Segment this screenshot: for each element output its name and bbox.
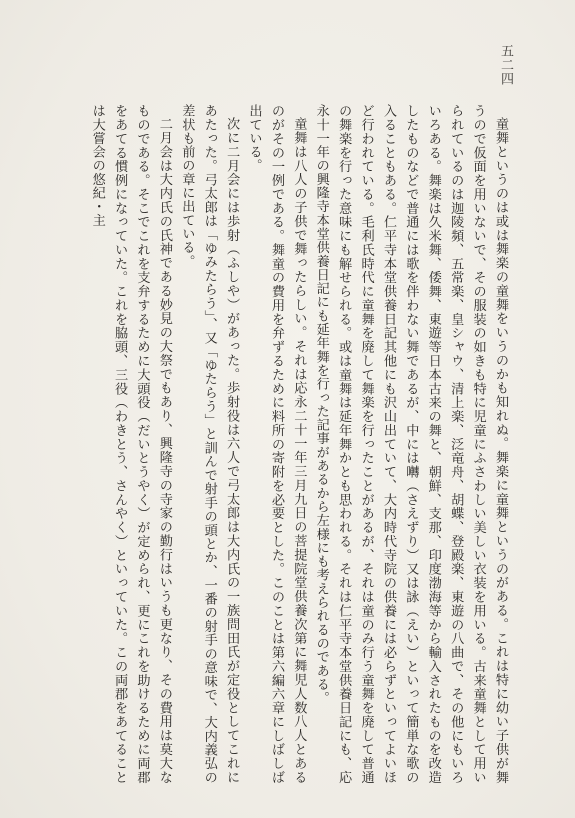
paragraph-1: 童舞というのは或は舞楽の童舞をいうのかも知れぬ。舞楽に童舞というのがある。これは特に幼い子供が舞うので仮面を用いないで、その服装の如きも特に児童にふさわしい美しい衣装を用いる。古来童舞として用いられているのは迦陵頻、五常楽、皇シャウ、清上楽、泛竜舟、胡蝶、登殿楽、東遊の八曲で、その他にもいろいろある。舞楽は久米舞、倭舞、東遊等日本古来の舞と、朝鮮、支那、印度渤海等から輸入されたものを改造したものなどで普通には歌を伴わない舞であるが、中には囀（さえずり）又は詠（えい）といって簡単な歌の入ることもある。仁平寺本堂供養日記其他にも沢山出ていて、大内時代寺院の供養には必らずといってよいほど行われている。毛利氏時代に童舞を廃して舞楽を行ったことがあるが、それは童のみ行う童舞を廃して普通の舞楽を行った意味にも解せられる。或は童舞は延年舞かとも思われる。それは仁平寺本堂供養日記にも、応永十一年の興隆寺本堂供養日記にも延年舞を行った記事があるから左様にも考えられるのである。 bbox=[313, 104, 508, 784]
paragraph-3: 次に二月会には歩射（ふしや）があった。歩射役は六人で弓太郎は大内氏の一族問田氏が定役としてこれにあたった。弓太郎は「ゆみたらう」、又「ゆたらう」と訓んで射手の頭とか、一番の射手の意味で、大内義弘の差状も前の章に出ている。 bbox=[179, 104, 240, 784]
paragraph-4: 二月会は大内氏の氏神である妙見の大祭でもあり、興隆寺の寺家の勤行はいうも更なり、その費用は莫大なものである。そこでこれを支弁するために大頭役（だいとうやく）が定められ、更にこれを助けるために両郡をあてる慣例になっていた。これを脇頭、三役（わきとう、さんやく）といっていた。この両郡をあてることは大嘗会の悠紀・主 bbox=[89, 104, 172, 784]
page-number: 五二四 bbox=[498, 44, 513, 86]
body-text bbox=[51, 104, 511, 784]
paragraph-2: 童舞は八人の子供で舞ったらしい。それは応永二十一年三月九日の菩提院堂供養次第に舞児人数八人とあるのがその一例である。舞童の費用を弁ずるために料所の寄附を必要とした。このことは第六編六章にしばしば出ている。 bbox=[246, 104, 307, 784]
